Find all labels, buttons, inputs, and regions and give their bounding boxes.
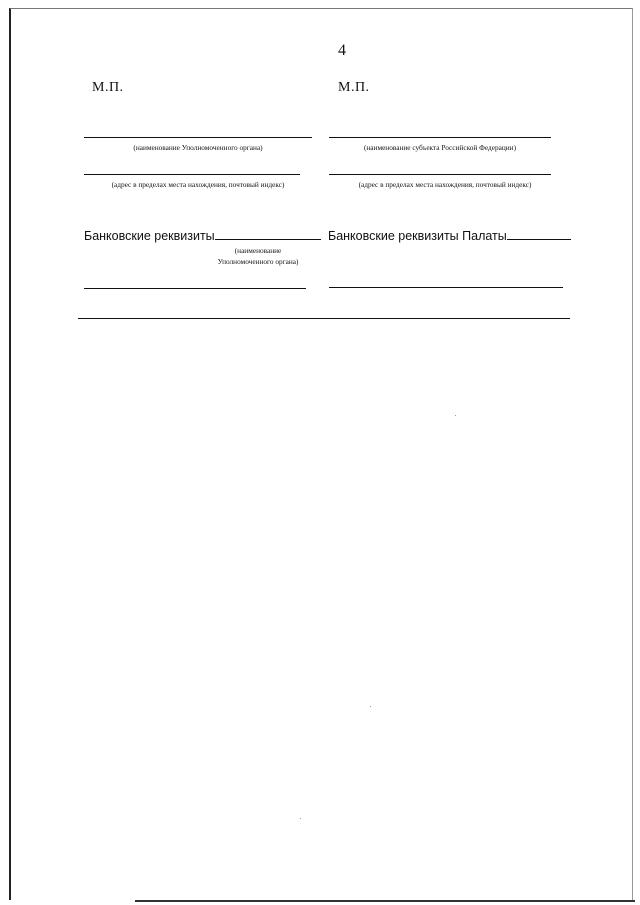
left-bank-field — [215, 229, 321, 240]
right-bank-details — [328, 229, 571, 243]
left-bank-label: Банковские реквизиты — [84, 229, 215, 243]
page-number: 4 — [338, 42, 346, 59]
right-name-line — [329, 137, 551, 138]
section-separator — [78, 318, 570, 319]
right-bank-label: Банковские реквизиты Палаты — [328, 229, 507, 243]
left-name-line — [84, 137, 312, 138]
scan-edge — [135, 900, 635, 902]
scan-speck — [455, 415, 456, 416]
right-stamp: М.П. — [338, 80, 370, 95]
left-stamp: М.П. — [92, 80, 124, 95]
scan-speck — [370, 706, 371, 707]
left-bank-caption-line1: (наименование — [234, 246, 282, 255]
page-border — [9, 8, 633, 900]
left-address-line — [84, 174, 300, 175]
left-bank-line — [84, 288, 306, 289]
right-address-caption: (адрес в пределах места нахождения, почтовый индекс) — [358, 180, 532, 189]
left-address-caption: (адрес в пределах места нахождения, почтовый индекс) — [111, 180, 285, 189]
scan-speck — [300, 818, 301, 819]
right-bank-line — [329, 287, 563, 288]
left-bank-details — [84, 229, 321, 243]
left-bank-caption-line2: Уполномоченного органа) — [217, 257, 299, 266]
right-name-caption: (наименование субъекта Российской Федерации) — [363, 143, 517, 152]
left-name-caption: (наименование Уполномоченного органа) — [133, 143, 263, 152]
left-bank-caption — [200, 245, 316, 267]
right-bank-field — [507, 229, 571, 240]
right-address-line — [329, 174, 551, 175]
